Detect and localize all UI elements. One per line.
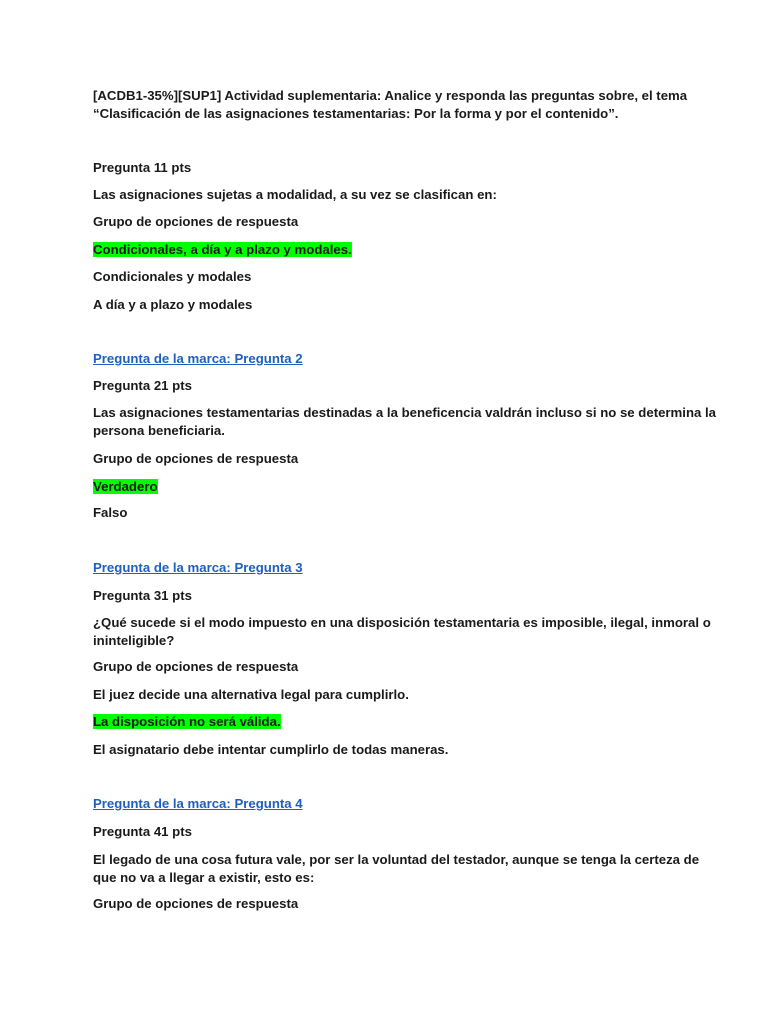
question-1-option-2: Condicionales y modales (93, 269, 252, 284)
correct-answer-highlight: Condicionales, a día y a plazo y modales. (93, 242, 352, 257)
question-4-prompt-line-2: que no va a llegar a existir, esto es: (93, 870, 315, 885)
document-title-line-1: [ACDB1-35%][SUP1] Actividad suplementaria: Analice y responda las preguntas sobre, el tema (93, 88, 688, 103)
question-2-option-1 (93, 478, 158, 496)
question-2-prompt-line-1: Las asignaciones testamentarias destinadas a la beneficencia valdrán incluso si no se determina la (93, 405, 716, 420)
bookmark-link-text[interactable]: Pregunta de la marca: Pregunta 2 (93, 351, 303, 366)
question-2-prompt-line-2: persona beneficiaria. (93, 423, 225, 438)
question-4-group-label: Grupo de opciones de respuesta (93, 896, 299, 911)
question-2-option-2: Falso (93, 505, 128, 520)
bookmark-link-text[interactable]: Pregunta de la marca: Pregunta 3 (93, 560, 303, 575)
bookmark-link-text[interactable]: Pregunta de la marca: Pregunta 4 (93, 796, 303, 811)
correct-answer-highlight: Verdadero (93, 479, 158, 494)
question-3-option-1: El juez decide una alternativa legal para cumplirlo. (93, 687, 409, 702)
question-3-bookmark-link[interactable] (93, 559, 303, 577)
question-4-bookmark-link[interactable] (93, 795, 303, 813)
question-3-option-3: El asignatario debe intentar cumplirlo de todas maneras. (93, 742, 449, 757)
question-3-group-label: Grupo de opciones de respuesta (93, 659, 299, 674)
document-title-line-2: “Clasificación de las asignaciones testamentarias: Por la forma y por el contenido”. (93, 106, 619, 121)
question-2-heading: Pregunta 21 pts (93, 378, 192, 393)
question-3-prompt-line-1: ¿Qué sucede si el modo impuesto en una disposición testamentaria es imposible, ilegal, inmoral o (93, 615, 711, 630)
correct-answer-highlight: La disposición no será válida. (93, 714, 281, 729)
question-1-option-3: A día y a plazo y modales (93, 297, 253, 312)
question-3-prompt-line-2: ininteligible? (93, 633, 175, 648)
question-2-bookmark-link[interactable] (93, 350, 303, 368)
question-1-option-1 (93, 241, 352, 259)
question-1-prompt: Las asignaciones sujetas a modalidad, a su vez se clasifican en: (93, 187, 497, 202)
question-2-group-label: Grupo de opciones de respuesta (93, 451, 299, 466)
question-1-group-label: Grupo de opciones de respuesta (93, 214, 299, 229)
question-1-heading: Pregunta 11 pts (93, 160, 192, 175)
question-3-heading: Pregunta 31 pts (93, 588, 192, 603)
question-4-prompt-line-1: El legado de una cosa futura vale, por ser la voluntad del testador, aunque se tenga la certeza de (93, 852, 700, 867)
question-4-heading: Pregunta 41 pts (93, 824, 192, 839)
question-3-option-2 (93, 713, 281, 731)
